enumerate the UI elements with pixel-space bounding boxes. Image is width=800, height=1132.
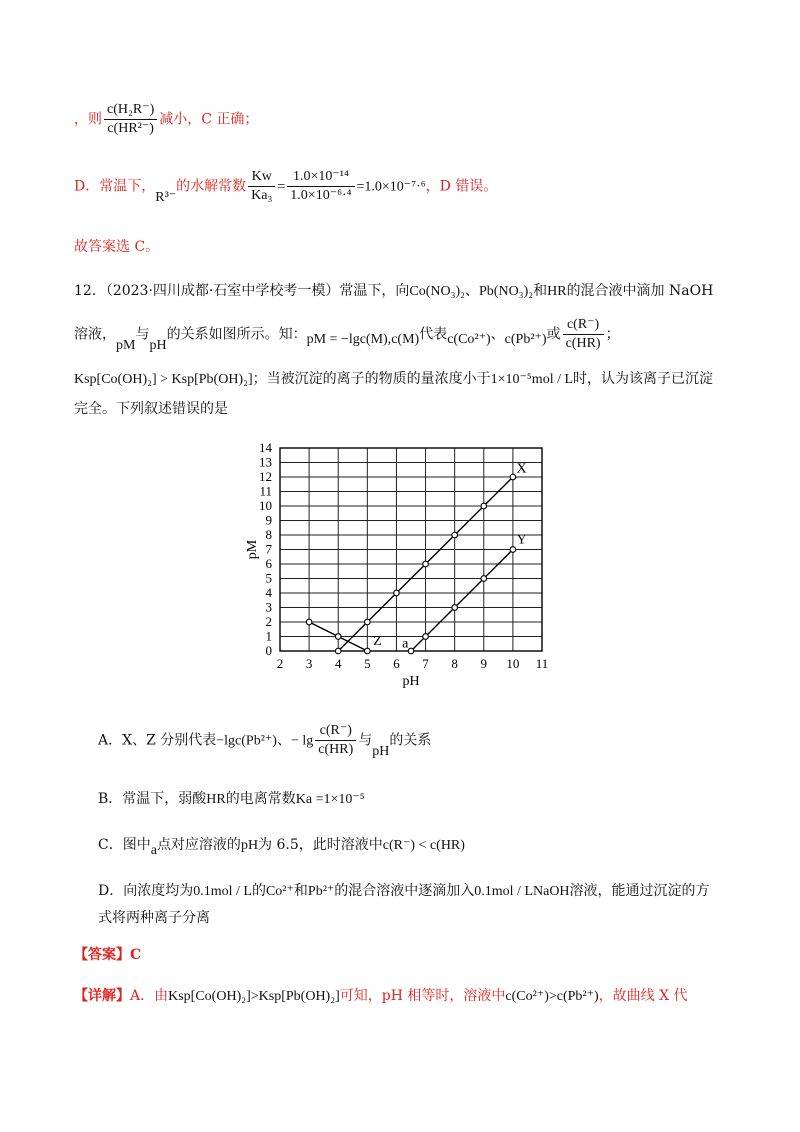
- fraction-values: [287, 168, 354, 205]
- x-tick-label: 3: [305, 656, 313, 671]
- y-tick-label: 2: [265, 614, 272, 629]
- x-tick-label: 7: [422, 656, 429, 671]
- option-c[interactable]: [98, 834, 465, 858]
- data-point-y: [481, 576, 487, 582]
- formula-ksp-compare: Ksp[Co(OH)₂]>Ksp[Pb(OH)₂]: [168, 989, 340, 1004]
- ion-pb: Pb²⁺: [307, 884, 335, 899]
- text: 的电离常数: [225, 791, 296, 807]
- x-tick-label: 10: [506, 656, 520, 671]
- text: 和: [533, 283, 548, 299]
- text: 的混合溶液中逐滴加入: [334, 883, 475, 899]
- formula-co-no3: Co(NO₃)₂: [409, 284, 466, 299]
- formula-c-compare: c(Co²⁺)>c(Pb²⁺): [505, 989, 599, 1004]
- x-tick-label: 2: [276, 656, 284, 671]
- y-tick-label: 11: [259, 483, 272, 499]
- ion-r3: R³⁻: [155, 189, 177, 205]
- option-a[interactable]: [98, 722, 431, 759]
- fraction-denominator: c(HR²⁻): [107, 121, 154, 136]
- text: 的混合液中滴加 NaOH: [566, 283, 714, 299]
- formula-compare-r-hr: c(R⁻) < c(HR): [382, 838, 465, 853]
- y-tick-label: 7: [265, 541, 272, 557]
- pm-ph-chart: [240, 430, 580, 700]
- y-tick-label: 4: [265, 585, 272, 600]
- fraction-denominator: c(HR): [565, 336, 601, 351]
- text: 可知，pH 相等时，溶液中: [339, 988, 506, 1004]
- x-tick-label: 8: [451, 656, 458, 671]
- question-number: 12．: [74, 283, 106, 299]
- option-d-prefix: D．向浓度均为: [98, 883, 194, 899]
- fraction-denominator: c(HR): [318, 742, 354, 757]
- y-axis-label: pM: [245, 539, 260, 560]
- text: 与: [135, 326, 150, 343]
- text: 的: [251, 883, 266, 899]
- formula-naoh-conc: 0.1mol / LNaOH: [474, 884, 570, 899]
- symbol-ph: pH: [372, 743, 390, 759]
- data-point-x: [394, 590, 400, 596]
- y-tick-label: 14: [259, 440, 272, 455]
- data-point-x: [423, 561, 429, 567]
- y-tick-label: 5: [265, 570, 272, 586]
- data-point-z: [365, 648, 371, 654]
- data-point-x: [510, 474, 516, 480]
- x-axis-label: pH: [402, 674, 420, 689]
- text: 的关系如图所示。知：: [166, 326, 307, 343]
- data-point-y: [510, 547, 516, 553]
- formula-ka: Ka =1×10⁻⁵: [295, 792, 365, 807]
- x-tick-label: 6: [393, 656, 400, 671]
- option-c-prefix: C．图中: [98, 837, 151, 853]
- curve-label-y: Y: [516, 532, 527, 548]
- equals-sign: =: [277, 179, 286, 195]
- y-tick-label: 12: [259, 469, 272, 484]
- curve-label-x: X: [516, 461, 527, 477]
- y-tick-label: 8: [265, 527, 272, 542]
- y-tick-label: 1: [265, 628, 272, 644]
- formula-c-pb: c(Pb²⁺): [504, 331, 547, 347]
- data-point-z: [306, 619, 312, 625]
- line-c-suffix: 减小，C 正确；: [159, 111, 259, 128]
- text: ；当被沉淀的离子的物质的量浓度小于: [252, 371, 491, 387]
- text: 的关系: [389, 732, 432, 749]
- formula-pb-no3: Pb(NO₃)₂: [479, 284, 534, 299]
- option-d[interactable]: [98, 880, 710, 900]
- formula-neg-lg: 、− lg: [276, 733, 314, 749]
- text: 溶液，: [74, 326, 116, 343]
- fraction-kw-ka: [248, 168, 275, 205]
- line-d-conclusion: [74, 168, 497, 205]
- fraction-h2r-hr: [104, 101, 157, 138]
- line-d-result: =1.0×10⁻⁷·⁶: [356, 179, 426, 195]
- question-source: （2023·四川成都·石室中学校考一模）: [105, 283, 340, 299]
- question-line-4: 完全。下列叙述错误的是: [74, 401, 228, 417]
- conclusion-text: 故答案选 C。: [74, 239, 160, 255]
- detail-line: [74, 985, 688, 1005]
- detail-label: 【详解】: [74, 988, 130, 1004]
- text: 溶液，能通过沉淀的方: [569, 883, 710, 899]
- x-tick-label: 11: [535, 656, 549, 671]
- fraction-numerator: c(R⁻): [315, 722, 356, 741]
- formula-lgc-pb: −lgc(Pb²⁺): [216, 733, 277, 749]
- data-point-y: [423, 634, 429, 640]
- formula-conc: 0.1mol / L: [193, 884, 252, 899]
- symbol-ph: pH: [149, 337, 167, 353]
- line-c-prefix: ，则: [74, 111, 102, 128]
- option-a-prefix: A．X、Z 分别代表: [98, 732, 217, 749]
- text: 为 6.5，此时溶液中: [258, 837, 383, 853]
- question-line-2: [74, 316, 620, 353]
- text: A．由: [130, 988, 169, 1004]
- formula-hr: HR: [206, 792, 226, 807]
- data-point-x: [452, 532, 458, 538]
- x-tick-label: 5: [364, 656, 371, 671]
- curve-label-z: Z: [373, 634, 382, 650]
- text: ，故曲线 X 代: [598, 988, 688, 1004]
- fraction-r-hr: [315, 722, 356, 759]
- text: 和: [293, 883, 308, 899]
- y-tick-label: 3: [265, 599, 272, 615]
- y-tick-label: 10: [259, 498, 272, 513]
- formula-ksp-compare: Ksp[Co(OH)₂] > Ksp[Pb(OH)₂]: [74, 372, 253, 387]
- fraction-numerator: c(H₂R⁻): [104, 101, 157, 120]
- option-b-prefix: B．常温下，弱酸: [98, 791, 207, 807]
- line-d-prefix: D．常温下，: [74, 178, 156, 195]
- fraction-numerator: 1.0×10⁻¹⁴: [287, 168, 354, 187]
- x-tick-label: 4: [334, 656, 342, 671]
- text: 与: [358, 732, 373, 749]
- text: 或: [546, 326, 561, 343]
- text: 点对应溶液的: [156, 837, 241, 853]
- y-tick-label: 9: [265, 512, 272, 528]
- curve-label-a: a: [402, 636, 409, 652]
- data-point: [335, 648, 341, 654]
- y-tick-label: 0: [265, 643, 272, 658]
- symbol-pm: pM: [116, 337, 136, 353]
- formula-hr: HR: [547, 284, 567, 299]
- text: 代表: [419, 326, 448, 343]
- line-c-conclusion: [74, 101, 258, 138]
- fraction-denominator: Ka₃: [251, 188, 273, 203]
- formula-concentration: 1×10⁻⁵mol / L: [490, 372, 574, 387]
- text: 、: [465, 283, 480, 299]
- x-tick-label: 9: [480, 656, 488, 671]
- data-point-z: [335, 634, 341, 640]
- fraction-denominator: 1.0×10⁻⁶·⁴: [290, 188, 352, 203]
- text: 、: [490, 326, 505, 343]
- formula-c-co: c(Co²⁺): [447, 331, 491, 347]
- answer-label: 【答案】C: [74, 947, 142, 963]
- text: 常温下，向: [339, 283, 410, 299]
- question-line-1: [74, 280, 713, 300]
- data-point-y: [452, 605, 458, 611]
- data-point-x: [481, 503, 487, 509]
- fraction-numerator: Kw: [248, 168, 275, 187]
- fraction-r-hr: [563, 316, 604, 353]
- line-d-suffix: ，D 错误。: [425, 178, 498, 195]
- text: 时，认为该离子已沉淀: [573, 371, 714, 387]
- point-a-label: a: [150, 843, 157, 858]
- ion-co: Co²⁺: [265, 884, 294, 899]
- option-d-line-2: 式将两种离子分离: [98, 910, 210, 926]
- data-point-x: [365, 619, 371, 625]
- fraction-numerator: c(R⁻): [563, 316, 604, 335]
- option-b[interactable]: [98, 788, 365, 808]
- data-point: [408, 648, 414, 654]
- y-tick-label: 13: [259, 454, 272, 470]
- text: ；: [605, 326, 620, 343]
- symbol-ph: pH: [240, 838, 259, 853]
- line-d-mid: 的水解常数: [176, 178, 247, 195]
- formula-pm-def: pM = −lgc(M),c(M): [306, 331, 420, 347]
- y-tick-label: 6: [265, 556, 272, 571]
- question-line-3: [74, 368, 713, 388]
